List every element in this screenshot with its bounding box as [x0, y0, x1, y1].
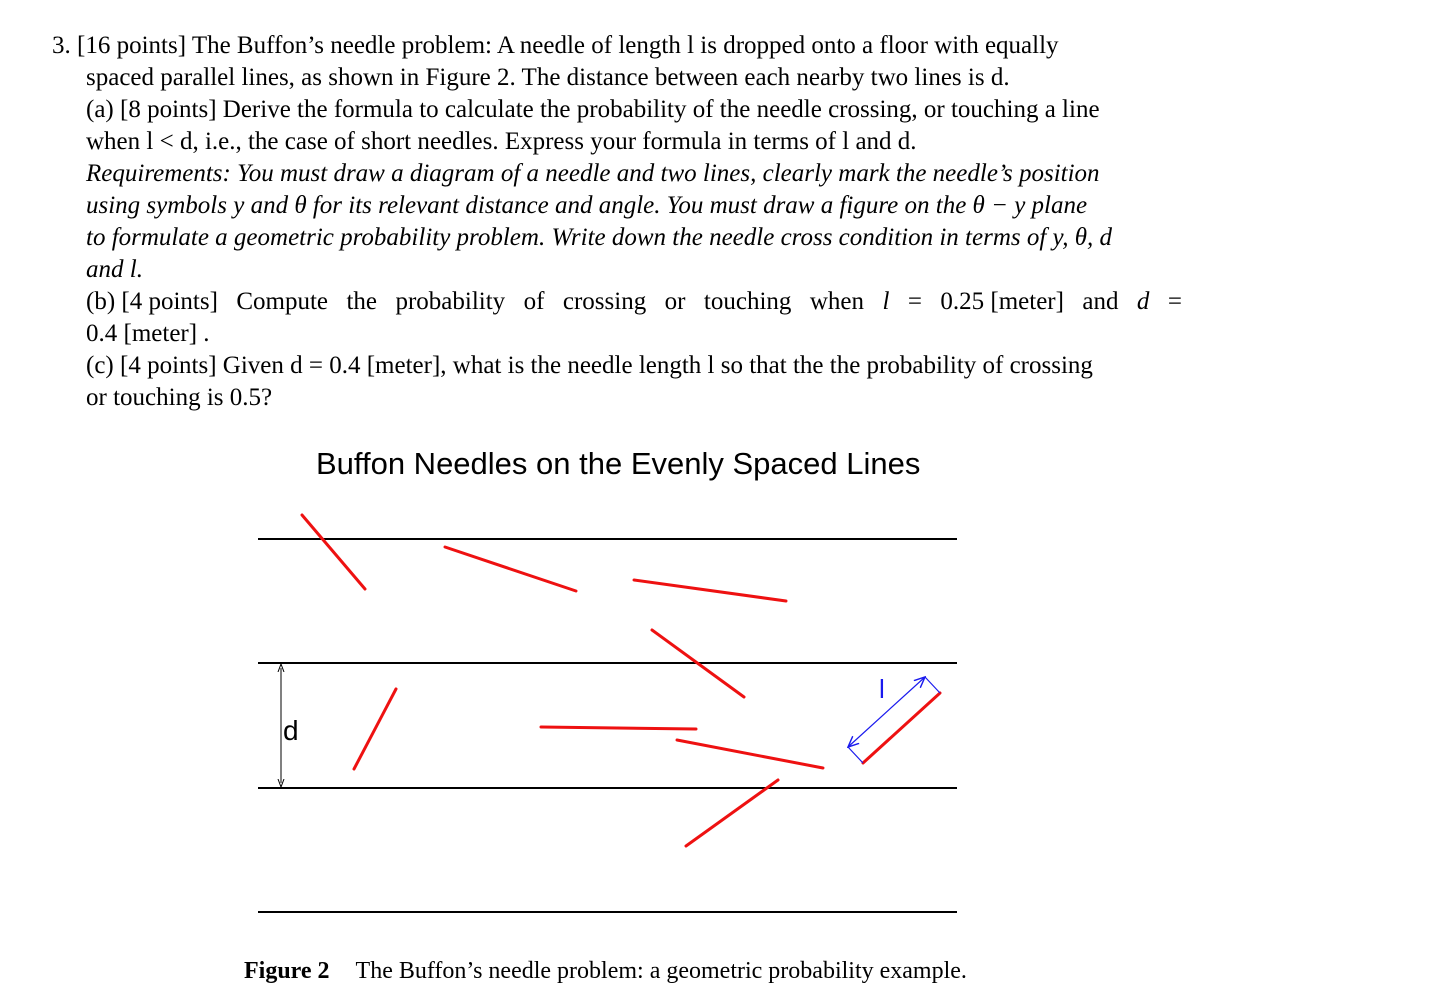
b-word: and [1082, 288, 1119, 315]
b-word: l [882, 288, 890, 315]
part-a-line-1: (a) [8 points] Derive the formula to calculate the probability of the needle crossing, or touching a line [86, 96, 1100, 123]
length-arrow [848, 677, 925, 747]
figure-caption [244, 958, 967, 985]
needle [686, 780, 778, 846]
b-word: probability [395, 288, 506, 315]
part-b-line-2: 0.4 [meter] . [86, 320, 210, 347]
part-c-line-1: (c) [4 points] Given d = 0.4 [meter], what is the needle length l so that the the probability of crossing [86, 352, 1093, 379]
needle [634, 580, 786, 601]
l-label: l [879, 674, 885, 704]
problem-number: 3. [52, 32, 71, 59]
b-word: 0.25 [meter] [940, 288, 1064, 315]
caption-text: The Buffon’s needle problem: a geometric probability example. [355, 958, 967, 984]
b-word: = [907, 288, 922, 315]
requirements-line-2: using symbols y and θ for its relevant distance and angle. You must draw a figure on the θ − y plane [86, 192, 1088, 219]
requirements-line-3: to formulate a geometric probability problem. Write down the needle cross condition in terms of y, θ, d [86, 224, 1113, 251]
b-word: Compute [236, 288, 329, 315]
part-a-line-2: when l < d, i.e., the case of short needles. Express your formula in terms of l and d. [86, 128, 917, 155]
b-word: crossing [562, 288, 647, 315]
b-word: the [346, 288, 378, 315]
extension-line [925, 677, 940, 693]
needle [863, 693, 940, 763]
b-word: when [809, 288, 864, 315]
b-word: touching [703, 288, 792, 315]
intro-line-2: spaced parallel lines, as shown in Figure 2. The distance between each nearby two lines is d. [86, 64, 1010, 91]
needle [445, 547, 576, 591]
b-word: d [1136, 288, 1150, 315]
requirements-line-1: Requirements: You must draw a diagram of a needle and two lines, clearly mark the needle’s position [86, 160, 1100, 187]
caption-label: Figure 2 [244, 958, 330, 984]
needle [354, 689, 396, 769]
d-label: d [283, 715, 299, 746]
needles [302, 515, 940, 846]
part-c-line-2: or touching is 0.5? [86, 384, 273, 411]
figure-title: Buffon Needles on the Evenly Spaced Lines [316, 446, 921, 481]
intro-text-1: [16 points] The Buffon’s needle problem: A needle of length l is dropped onto a floor with equally [77, 32, 1059, 59]
b-word: or [664, 288, 686, 315]
b-word: = [1167, 288, 1182, 315]
needle [302, 515, 365, 589]
needle [677, 740, 823, 768]
b-word: (b) [4 points] [86, 288, 218, 315]
needle-length-measure [848, 677, 940, 763]
needle [541, 727, 696, 729]
b-word: of [523, 288, 545, 315]
extension-line [848, 747, 863, 763]
requirements-line-4: and l. [86, 256, 143, 283]
